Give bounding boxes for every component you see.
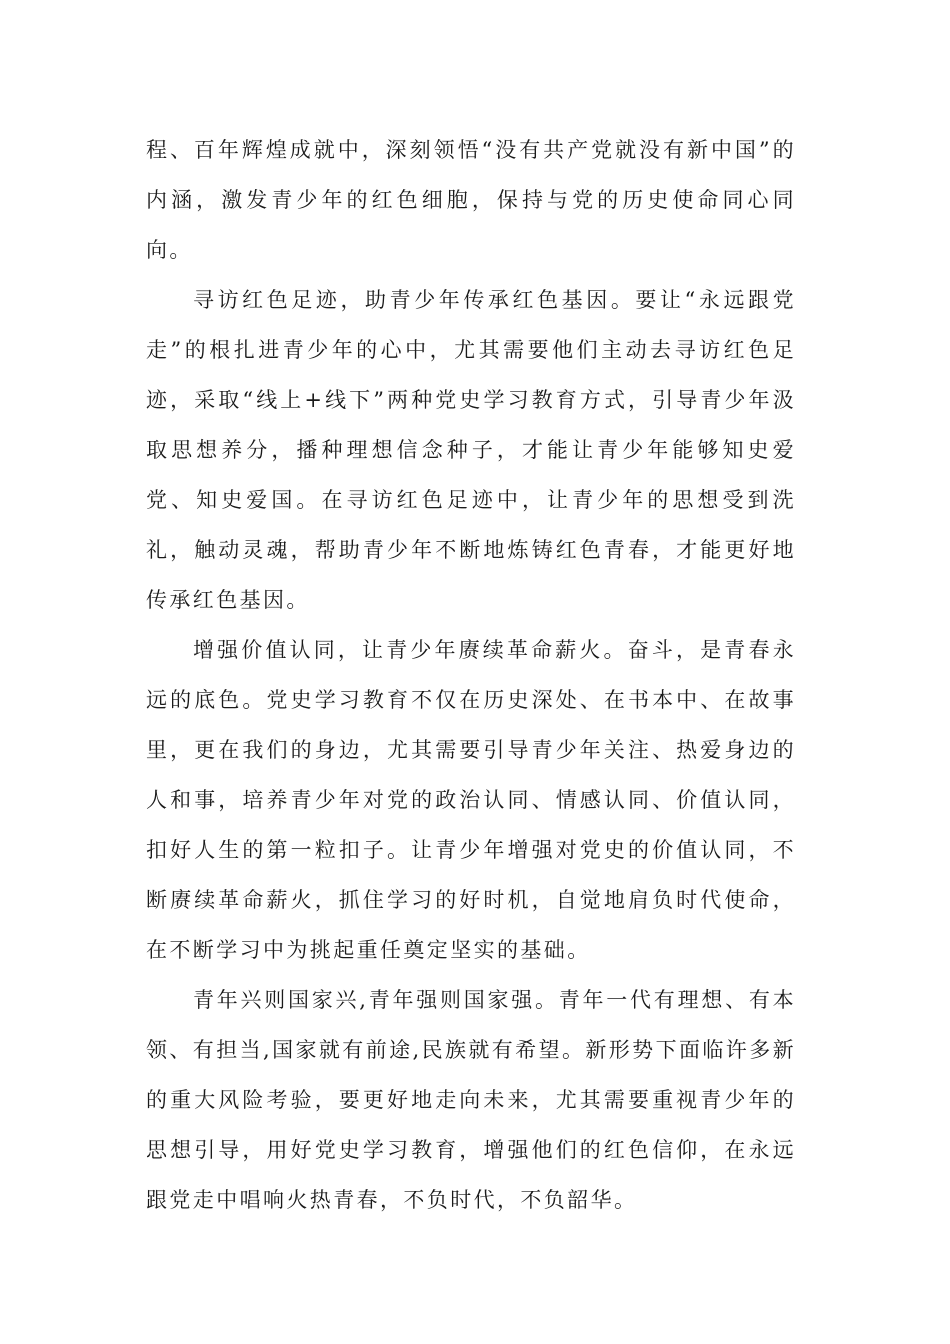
document-body: [146, 125, 796, 1225]
paragraph-value-identity: 增强价值认同，让青少年赓续革命薪火。奋斗，是青春永远的底色。党史学习教育不仅在历史深处、在书本中、在故事里，更在我们的身边，尤其需要引导青少年关注、热爱身边的人和事，培养青少年对党的政治认同、情感认同、价值认同，扣好人生的第一粒扣子。让青少年增强对党史的价值认同，不断赓续革命薪火，抓住学习的好时机，自觉地肩负时代使命，在不断学习中为挑起重任奠定坚实的基础。: [146, 638, 796, 962]
paragraph-youth-nation: 青年兴则国家兴,青年强则国家强。青年一代有理想、有本领、有担当,国家就有前途,民族就有希望。新形势下面临许多新的重大风险考验，要更好地走向未来，尤其需要重视青少年的思想引导，用好党史学习教育，增强他们的红色信仰，在永远跟党走中唱响火热青春，不负时代，不负韶华。: [146, 988, 796, 1212]
paragraph-red-footprints: 寻访红色足迹，助青少年传承红色基因。要让“永远跟党走”的根扎进青少年的心中，尤其需要他们主动去寻访红色足迹，采取“线上+线下”两种党史学习教育方式，引导青少年汲取思想养分，播种理想信念种子，才能让青少年能够知史爱党、知史爱国。在寻访红色足迹中，让青少年的思想受到洗礼，触动灵魂，帮助青少年不断地炼铸红色青春，才能更好地传承红色基因。: [146, 288, 796, 612]
paragraph-continued: 程、百年辉煌成就中，深刻领悟“没有共产党就没有新中国”的内涵，激发青少年的红色细胞，保持与党的历史使命同心同向。: [146, 138, 796, 262]
